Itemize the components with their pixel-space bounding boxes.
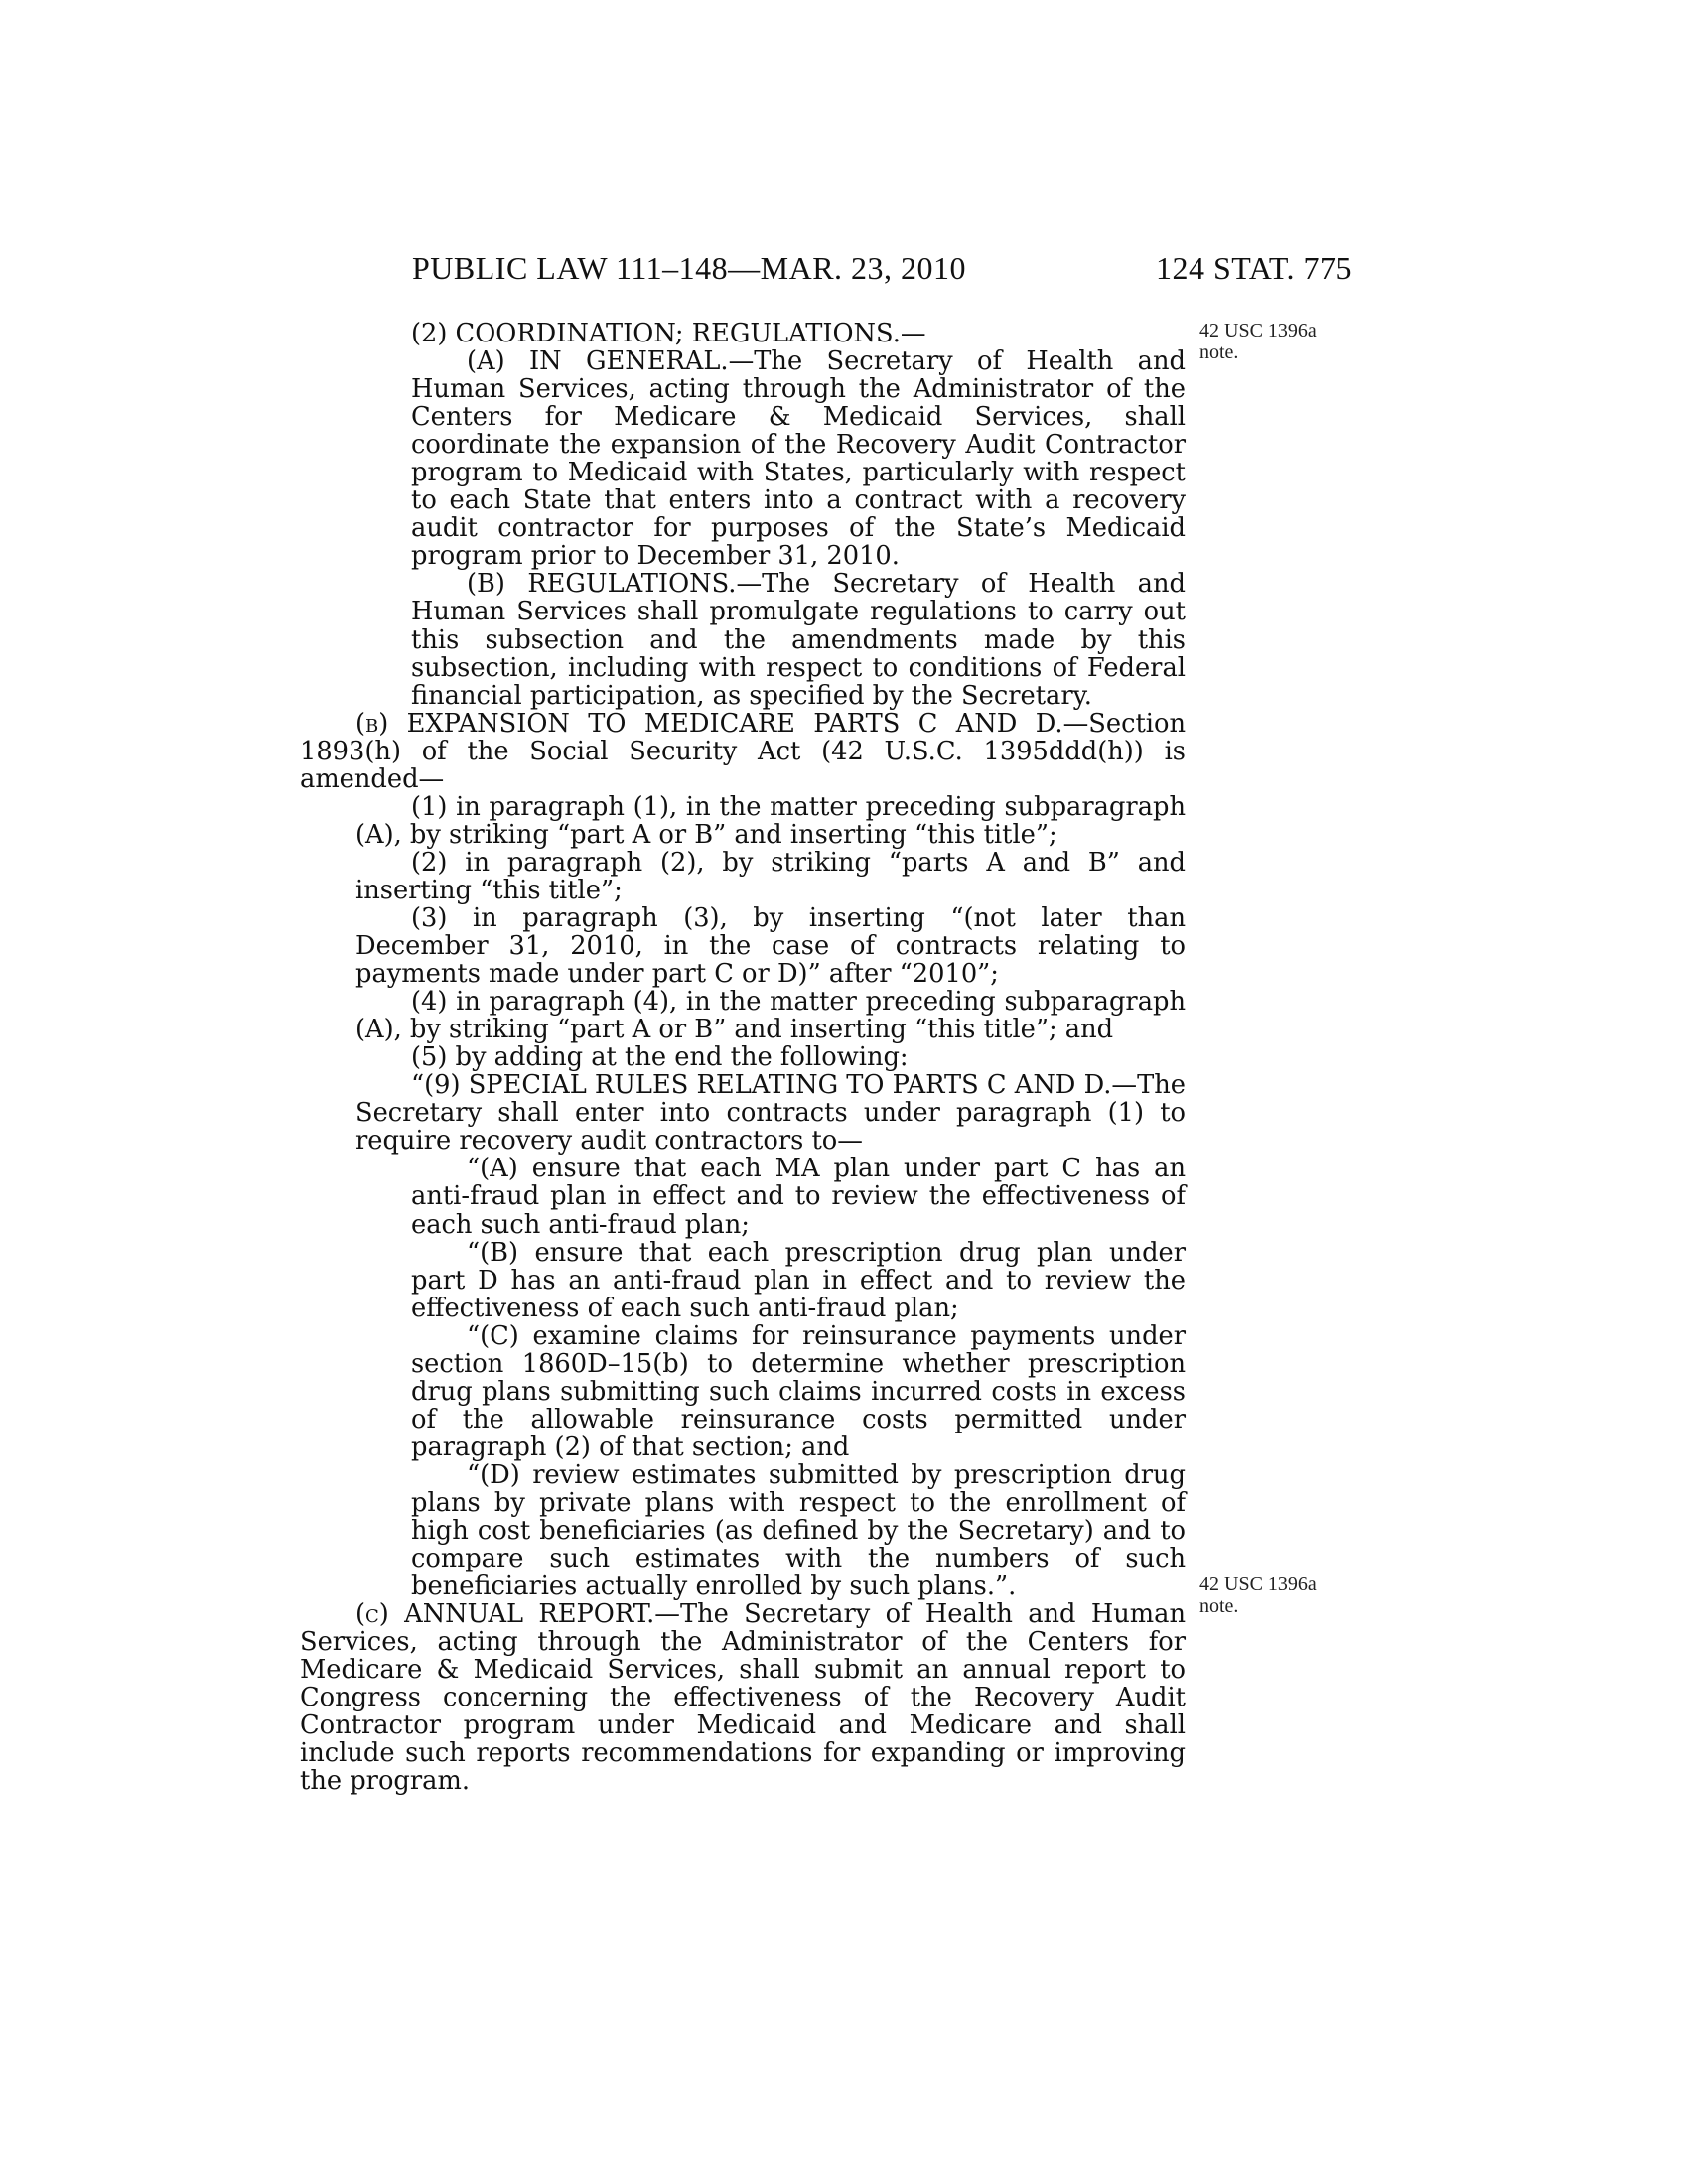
paragraph-2-heading: (2) COORDINATION; REGULATIONS.— [411, 319, 926, 348]
law-text-body [300, 320, 1186, 1795]
amendment-5: (5) by adding at the end the following: [411, 1042, 909, 1073]
amendment-2: (2) in paragraph (2), by striking “parts A and B” and inserting “this title”; [355, 847, 1186, 905]
amendment-4: (4) in paragraph (4), in the matter preceding subparagraph (A), by striking “part A or B” and inserting “this title”; and [355, 987, 1186, 1045]
clause-c-reinsurance: “(C) examine claims for reinsurance payments under section 1860D–15(b) to determine whether prescription drug plans submitting such claims incurred costs in excess of the allowable reinsurance costs permitted under paragraph (2) of that section; and [411, 1320, 1186, 1462]
margin-note-1-line1: 42 USC 1396a [1199, 320, 1317, 341]
clause-b-prescription-plan: “(B) ensure that each prescription drug plan under part D has an anti-fraud plan in effect and to review the effectiveness of each such anti-fraud plan; [411, 1237, 1186, 1323]
running-head-title: PUBLIC LAW 111–148—MAR. 23, 2010 [412, 250, 967, 286]
running-head-stat: 124 STAT. 775 [1156, 250, 1353, 286]
amendment-3: (3) in paragraph (3), by inserting “(not later than December 31, 2010, in the case of contracts relating to payments made under part C or D)” after “2010”; [355, 902, 1186, 990]
clause-d-estimates: “(D) review estimates submitted by prescription drug plans by private plans with respect to the enrollment of high cost beneficiaries (as defined by the Secretary) and to compare such estimates with the numbers of such beneficiaries actually enrolled by such plans.”. [411, 1459, 1186, 1602]
margin-note-1 [1199, 320, 1317, 363]
amendment-1: (1) in paragraph (1), in the matter preceding subparagraph (A), by striking “part A or B” and inserting “this title”; [355, 791, 1186, 850]
margin-note-2-line1: 42 USC 1396a [1199, 1573, 1317, 1595]
subsection-b-expansion: (b) EXPANSION TO MEDICARE PARTS C AND D.—Section 1893(h) of the Social Security Act (42 U.S.C. 1395ddd(h)) is amended— [300, 708, 1186, 794]
new-paragraph-9: “(9) SPECIAL RULES RELATING TO PARTS C AND D.—The Secretary shall enter into contracts under paragraph (1) to require recovery audit contractors to— [355, 1070, 1186, 1157]
subparagraph-a-in-general: (A) IN GENERAL.—The Secretary of Health and Human Services, acting through the Administrator of the Centers for Medicare & Medicaid Services, shall coordinate the expansion of the Recovery Audit Contractor program to Medicaid with States, particularly with respect to each State that enters into a contract with a recovery audit contractor for purposes of the State’s Medicaid program prior to December 31, 2010. [411, 346, 1186, 572]
subsection-c-annual-report: (c) ANNUAL REPORT.—The Secretary of Health and Human Services, acting through the Administrator of the Centers for Medicare & Medicaid Services, shall submit an annual report to Congress concerning the effectiveness of the Recovery Audit Contractor program under Medicaid and Medicare and shall include such reports recommendations for expanding or improving the program. [300, 1599, 1186, 1797]
clause-a-ma-plan: “(A) ensure that each MA plan under part C has an anti-fraud plan in effect and to review the effectiveness of each such anti-fraud plan; [411, 1154, 1186, 1240]
margin-note-2 [1199, 1573, 1317, 1617]
margin-note-2-line2: note. [1199, 1595, 1239, 1617]
subparagraph-b-regulations: (B) REGULATIONS.—The Secretary of Health and Human Services shall promulgate regulations to carry out this subsection and the amendments made by this subsection, including with respect to conditions of Federal financial participation, as specified by the Secretary. [411, 569, 1186, 711]
margin-note-1-line2: note. [1199, 341, 1239, 363]
